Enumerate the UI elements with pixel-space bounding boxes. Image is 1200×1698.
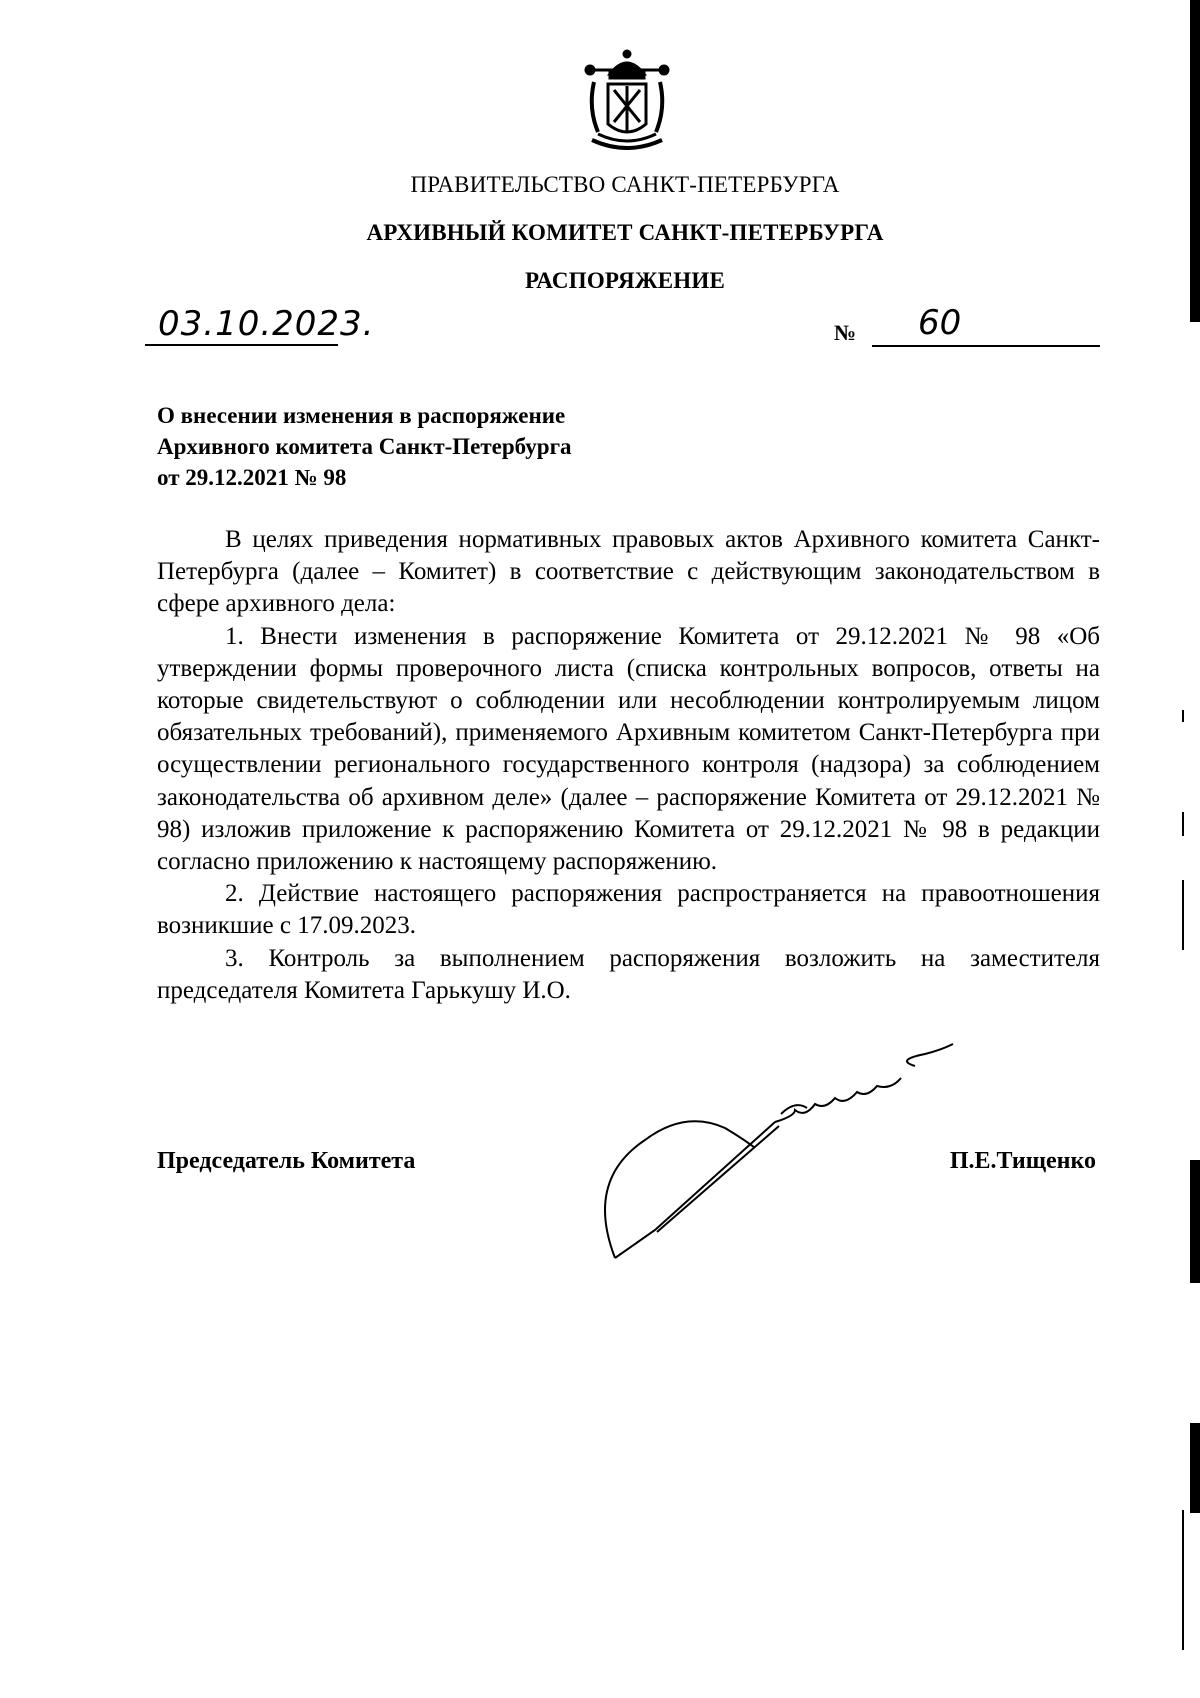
handwritten-signature — [595, 1030, 995, 1290]
item-2-paragraph: 2. Действие настоящего распоряжения распространяется на правоотношения возникшие с 17.09.2023. — [157, 880, 1100, 940]
scan-edge-mark — [1190, 0, 1200, 322]
subject-line: Архивного комитета Санкт-Петербурга — [157, 434, 572, 459]
document-type: РАСПОРЯЖЕНИЕ — [524, 268, 726, 293]
committee-title: АРХИВНЫЙ КОМИТЕТ САНКТ-ПЕТЕРБУРГА — [366, 220, 884, 245]
subject-line: О внесении изменения в распоряжение — [157, 403, 566, 428]
intro-paragraph: В целях приведения нормативных правовых актов Архивного комитета Санкт-Петербурга (далее – Комитет) в соответствие с действующим законодательством в сфере архивного дела: — [157, 526, 1100, 618]
document-date: 03.10.2023. — [158, 304, 375, 344]
document-subject — [157, 400, 572, 493]
scan-edge-mark — [1182, 710, 1184, 722]
subject-line: от 29.12.2021 № 98 — [157, 465, 347, 490]
document-number: 60 — [918, 303, 962, 343]
government-title: ПРАВИТЕЛЬСТВО САНКТ-ПЕТЕРБУРГА — [410, 172, 840, 197]
scan-edge-mark — [1182, 880, 1184, 950]
scan-edge-mark — [1190, 1423, 1200, 1513]
signatory-position: Председатель Комитета — [157, 1148, 416, 1174]
item-3-paragraph: 3. Контроль за выполнением распоряжения возложить на заместителя председателя Комитета Гарькушу И.О. — [157, 944, 1100, 1004]
scan-edge-mark — [1190, 1160, 1200, 1283]
signatory-name: П.Е.Тищенко — [949, 1148, 1096, 1174]
item-1-paragraph: 1. Внести изменения в распоряжение Комитета от 29.12.2021 № 98 «Об утверждении формы проверочного листа (списка контрольных вопросов, ответы на которые свидетельствуют о соблюдении или несоблюдении контролируемым лицом обязательных требований), применяемого Архивным комитетом Санкт-Петербурга при осуществлении регионального государственного контроля (надзора) за соблюдением законодательства об архивном деле» (далее – распоряжение Комитета от 29.12.2021 № 98) изложив приложение к распоряжению Комитета от 29.12.2021 № 98 в редакции согласно приложению к настоящему распоряжению. — [157, 622, 1100, 876]
document-body — [157, 524, 1100, 1007]
number-underline — [872, 345, 1100, 347]
date-underline — [145, 344, 338, 346]
scan-edge-mark — [1182, 812, 1184, 836]
number-label: № — [834, 320, 857, 345]
coat-of-arms-emblem — [580, 48, 675, 158]
scan-edge-mark — [1182, 1510, 1184, 1650]
